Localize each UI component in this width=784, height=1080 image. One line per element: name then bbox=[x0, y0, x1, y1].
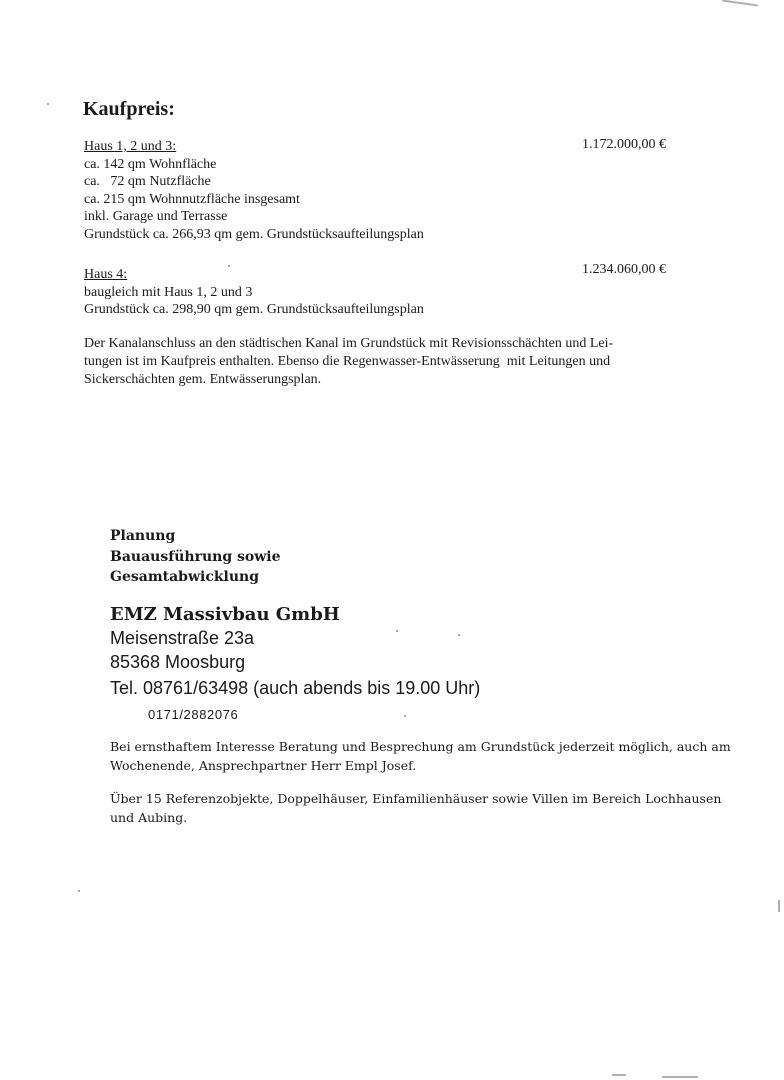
haus4-title: Haus 4: bbox=[84, 267, 128, 282]
service-item: Gesamtabwicklung bbox=[110, 569, 260, 585]
haus4-block bbox=[84, 266, 424, 319]
company-city: 85368 Moosburg bbox=[110, 652, 246, 672]
scan-speck bbox=[47, 103, 49, 105]
scan-mark bbox=[722, 0, 758, 6]
beratung-paragraph bbox=[110, 737, 730, 775]
company-street: Meisenstraße 23a bbox=[110, 628, 255, 648]
haus123-title: Haus 1, 2 und 3: bbox=[84, 139, 177, 154]
haus123-price: 1.172.000,00 € bbox=[582, 137, 666, 152]
company-mobile: 0171/2882076 bbox=[148, 707, 239, 722]
scan-speck bbox=[404, 715, 406, 717]
referenzen-line: und Aubing. bbox=[110, 810, 188, 825]
scan-speck bbox=[78, 890, 80, 892]
kanal-line: Der Kanalanschluss an den städtischen Kanal im Grundstück mit Revisionsschächten und Lei- bbox=[84, 336, 614, 351]
kaufpreis-heading: Kaufpreis: bbox=[83, 98, 175, 120]
haus123-line: inkl. Garage und Terrasse bbox=[84, 209, 228, 224]
scan-mark bbox=[612, 1074, 626, 1076]
haus123-line: ca. 215 qm Wohnnutzfläche insgesamt bbox=[84, 191, 300, 207]
kanal-line: tungen ist im Kaufpreis enthalten. Ebenso die Regenwasser-Entwässerung mit Leitungen und bbox=[84, 354, 611, 369]
service-item: Planung bbox=[110, 528, 176, 544]
beratung-line: Wochenende, Ansprechpartner Herr Empl Josef. bbox=[110, 758, 417, 773]
referenzen-paragraph bbox=[110, 789, 730, 827]
scan-mark bbox=[778, 900, 780, 912]
kanal-line: Sickerschächten gem. Entwässerungsplan. bbox=[84, 372, 322, 387]
scan-speck bbox=[396, 630, 398, 632]
company-name: EMZ Massivbau GmbH bbox=[110, 604, 340, 625]
haus123-line: Grundstück ca. 266,93 qm gem. Grundstücksaufteilungsplan bbox=[84, 226, 424, 242]
services-list bbox=[110, 526, 281, 588]
referenzen-line: Über 15 Referenzobjekte, Doppelhäuser, Einfamilienhäuser sowie Villen im Bereich Lochhausen bbox=[110, 791, 722, 806]
scan-mark bbox=[662, 1076, 698, 1078]
service-item: Bauausführung sowie bbox=[110, 548, 281, 565]
beratung-line: Bei ernsthaftem Interesse Beratung und Besprechung am Grundstück jederzeit möglich, auch am bbox=[110, 739, 731, 754]
haus123-line: ca. 142 qm Wohnfläche bbox=[84, 156, 217, 172]
haus123-line: ca. 72 qm Nutzfläche bbox=[84, 174, 211, 189]
haus123-block bbox=[84, 138, 424, 243]
scan-speck bbox=[458, 634, 460, 636]
haus4-line: Grundstück ca. 298,90 qm gem. Grundstücksaufteilungsplan bbox=[84, 302, 424, 317]
haus4-price: 1.234.060,00 € bbox=[582, 262, 666, 277]
kanal-paragraph bbox=[84, 335, 674, 389]
company-phone: Tel. 08761/63498 (auch abends bis 19.00 Uhr) bbox=[110, 678, 481, 698]
haus4-line: baugleich mit Haus 1, 2 und 3 bbox=[84, 284, 253, 300]
